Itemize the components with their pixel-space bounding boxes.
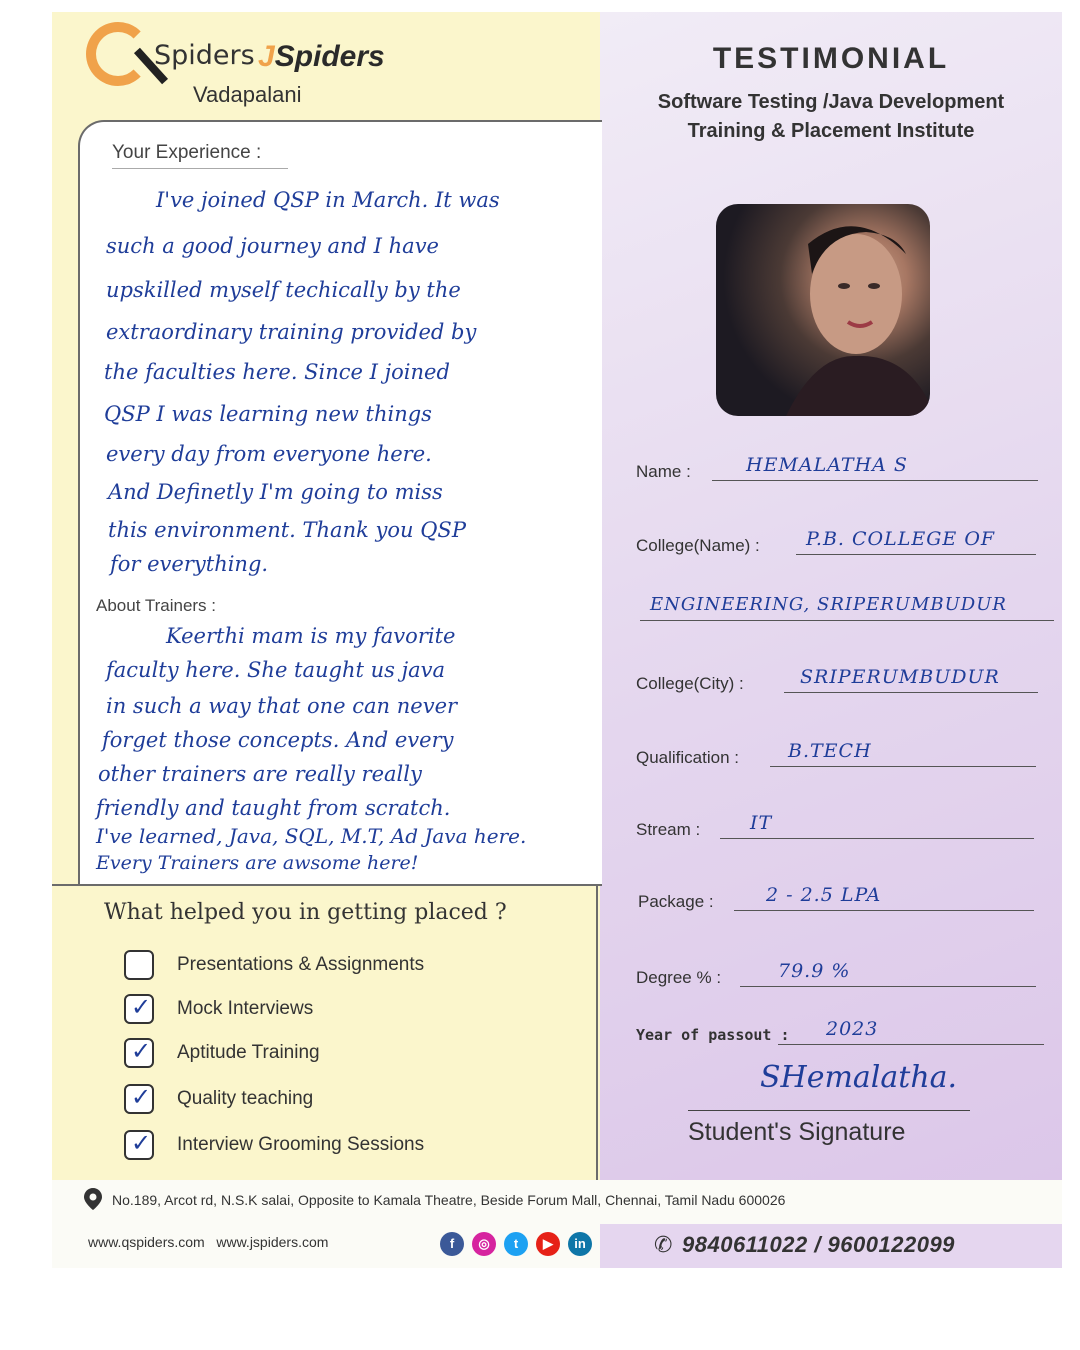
footer-address: No.189, Arcot rd, N.S.K salai, Opposite to Kamala Theatre, Beside Forum Mall, Chennai, Tamil Nadu 600026: [112, 1192, 786, 1208]
option-checkbox[interactable]: [124, 994, 154, 1024]
field-value-package: 2 - 2.5 LPA: [766, 884, 882, 906]
field-label-name: Name :: [636, 462, 691, 481]
brand-j-letter: J: [258, 40, 275, 73]
field-underline: [720, 838, 1034, 839]
field-value-degree: 79.9 %: [778, 960, 851, 982]
field-label-year: Year of passout :: [636, 1026, 790, 1044]
brand-jspiders-text: Spiders: [274, 40, 385, 73]
field-underline: [712, 480, 1038, 481]
checkmark-icon: ✓: [131, 1129, 152, 1157]
brand-jspiders: [258, 40, 385, 74]
website-jspiders[interactable]: www.jspiders.com: [216, 1234, 329, 1250]
trainers-line: I've learned, Java, SQL, M.T, Ad Java here.: [96, 824, 527, 848]
trainers-line: faculty here. She taught us java: [106, 658, 446, 682]
brand-qspiders: Spiders: [154, 40, 255, 71]
field-underline: [796, 554, 1036, 555]
experience-label: Your Experience :: [112, 142, 262, 163]
twitter-icon[interactable]: t: [504, 1232, 528, 1256]
student-photo-illustration: [716, 204, 930, 416]
experience-line: this environment. Thank you QSP: [108, 518, 466, 542]
experience-line: every day from everyone here.: [106, 442, 432, 466]
linkedin-icon[interactable]: in: [568, 1232, 592, 1256]
youtube-icon[interactable]: ▶: [536, 1232, 560, 1256]
checkmark-icon: ✓: [131, 993, 152, 1021]
subtitle-line-2: Training & Placement Institute: [687, 120, 975, 142]
student-signature: SHemalatha.: [760, 1060, 958, 1095]
experience-line: for everything.: [110, 552, 269, 576]
option-checkbox[interactable]: [124, 1130, 154, 1160]
field-value-qualification: B.TECH: [788, 740, 872, 762]
facebook-icon[interactable]: f: [440, 1232, 464, 1256]
trainers-label: About Trainers :: [96, 596, 217, 615]
option-checkbox[interactable]: [124, 1084, 154, 1114]
field-underline: [740, 986, 1036, 987]
field-label-package: Package :: [638, 892, 714, 911]
checkmark-icon: ✓: [131, 1083, 152, 1111]
location-pin-icon: [84, 1188, 102, 1215]
trainers-line: Keerthi mam is my favorite: [166, 624, 456, 648]
subtitle-line-1: Software Testing /Java Development: [657, 91, 1005, 113]
field-underline: [778, 1044, 1044, 1045]
experience-line: QSP I was learning new things: [104, 402, 432, 426]
trainers-line: friendly and taught from scratch.: [96, 796, 451, 820]
field-label-stream: Stream :: [636, 820, 701, 839]
field-underline: [640, 620, 1054, 621]
page-subtitle: [600, 88, 1062, 146]
footer-websites: [88, 1234, 328, 1250]
field-label-degree: Degree % :: [636, 968, 722, 987]
trainers-line: in such a way that one can never: [106, 694, 458, 718]
option-label: Interview Grooming Sessions: [177, 1134, 425, 1155]
field-label-college: College(Name) :: [636, 536, 760, 555]
field-underline: [784, 692, 1038, 693]
experience-line: I've joined QSP in March. It was: [156, 188, 500, 212]
field-value-name: HEMALATHA S: [746, 454, 908, 476]
field-value-college-line2: ENGINEERING, SRIPERUMBUDUR: [650, 594, 1007, 615]
branch-name: Vadapalani: [193, 82, 302, 107]
field-value-city: SRIPERUMBUDUR: [800, 666, 1000, 688]
trainers-line: forget those concepts. And every: [102, 728, 454, 752]
experience-line: such a good journey and I have: [106, 234, 439, 258]
page-title: TESTIMONIAL: [712, 42, 950, 75]
experience-line: the faculties here. Since I joined: [104, 360, 450, 384]
instagram-icon[interactable]: ◎: [472, 1232, 496, 1256]
field-underline: [770, 766, 1036, 767]
field-label-city: College(City) :: [636, 674, 744, 693]
experience-line: And Definetly I'm going to miss: [108, 480, 443, 504]
experience-label-underline: [112, 168, 288, 169]
experience-line: upskilled myself techically by the: [106, 278, 461, 302]
experience-line: extraordinary training provided by: [106, 320, 477, 344]
option-label: Aptitude Training: [177, 1042, 320, 1063]
signature-line: [688, 1110, 970, 1111]
student-photo: [716, 204, 930, 416]
option-checkbox[interactable]: [124, 950, 154, 980]
phone-icon: ✆: [654, 1232, 673, 1257]
option-label: Mock Interviews: [177, 998, 314, 1019]
trainers-line: other trainers are really really: [98, 762, 422, 786]
field-value-year: 2023: [826, 1018, 879, 1040]
field-label-qualification: Qualification :: [636, 748, 739, 767]
trainers-line: Every Trainers are awsome here!: [96, 852, 419, 874]
signature-label: Student's Signature: [688, 1118, 906, 1146]
footer-phones[interactable]: 9840611022 / 9600122099: [682, 1232, 955, 1257]
option-checkbox[interactable]: [124, 1038, 154, 1068]
field-value-college-line1: P.B. COLLEGE OF: [806, 528, 996, 550]
checkmark-icon: ✓: [131, 1037, 152, 1065]
placement-question: What helped you in getting placed ?: [104, 900, 507, 925]
option-label: Presentations & Assignments: [177, 954, 425, 975]
field-underline: [734, 910, 1034, 911]
website-qspiders[interactable]: www.qspiders.com: [88, 1234, 205, 1250]
option-label: Quality teaching: [177, 1088, 314, 1109]
field-value-stream: IT: [750, 812, 773, 834]
